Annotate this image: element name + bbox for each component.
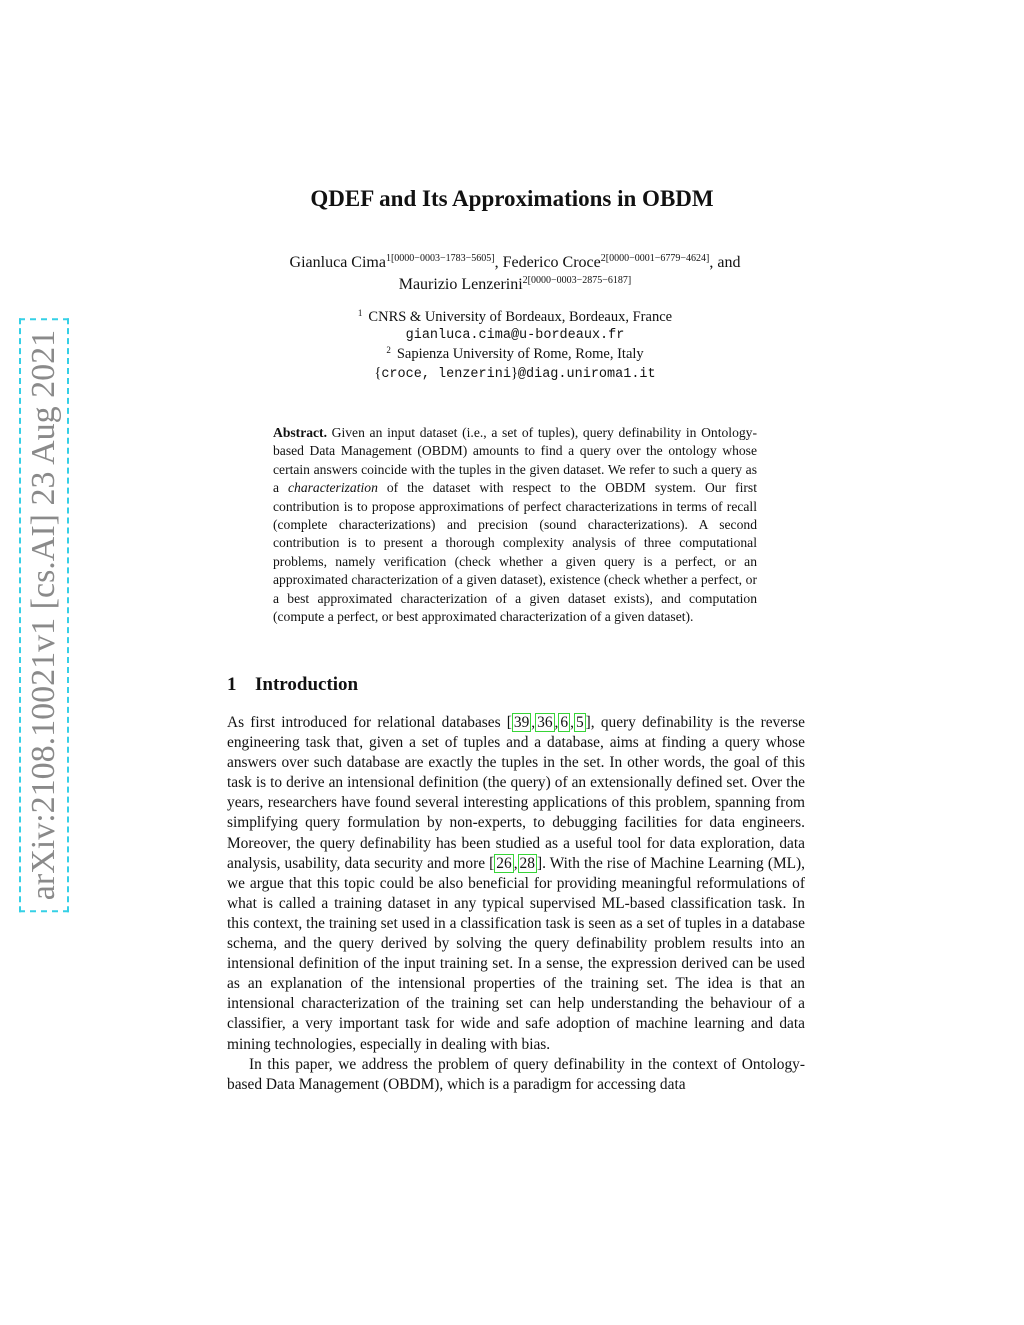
email-domain: @diag.uniroma1.it xyxy=(517,366,656,382)
affiliation-text: CNRS & University of Bordeaux, Bordeaux, France xyxy=(368,309,673,325)
citation-separator: , xyxy=(513,854,518,872)
author-orcid: 2[0000−0003−2875−6187] xyxy=(522,275,632,286)
affiliation-1 xyxy=(220,308,810,327)
body-text xyxy=(227,713,805,1095)
abstract-text: of the dataset with respect to the OBDM system. Our first contribution is to propose approximations of perfect characterizations in terms of recall (complete characterizations) and precision (sound characterizations). A second contribution is to present a thorough complexity analysis of three computational problems, namely verification (check whether a given query is a perfect, or an approximated characterization of a given dataset), existence (check whether a perfect, or a best approximated characterization of a given dataset exists), and computation (compute a perfect, or best approximated characterization of a given dataset). xyxy=(273,480,757,625)
author-list xyxy=(220,252,810,296)
citation-link[interactable]: 6 xyxy=(560,714,569,731)
section-number: 1 xyxy=(227,674,237,695)
email-usernames: croce, lenzerini xyxy=(381,366,511,382)
paragraph-text: As first introduced for relational databases [ xyxy=(227,714,512,731)
author-separator: , and xyxy=(709,254,741,271)
section-heading xyxy=(227,674,358,696)
paragraph-2: In this paper, we address the problem of query definability in the context of Ontology-based Data Management (OBDM), which is a paradigm for accessing data xyxy=(227,1055,805,1093)
author-orcid: 2[0000−0001−6779−4624] xyxy=(600,253,710,264)
section-title: Introduction xyxy=(255,674,359,695)
citation-link[interactable]: 26 xyxy=(496,854,512,872)
citation-link[interactable]: 36 xyxy=(537,714,553,731)
citation-link[interactable]: 39 xyxy=(513,714,530,731)
citation-link[interactable]: 28 xyxy=(519,854,535,872)
citation-separator: , xyxy=(570,714,574,731)
author-separator: , xyxy=(494,254,503,271)
arxiv-side-stamp xyxy=(20,320,68,910)
author-name: Federico Croce xyxy=(502,254,601,271)
brace-open: { xyxy=(374,364,382,381)
abstract-text: Given an input dataset (i.e., a set of tuples), query definability in Ontology-based Data Management (OBDM) amounts to find a query over the ontology whose certain answers coincide with the tuples in the given dataset. We refer to such a query as a xyxy=(273,425,757,496)
affiliations xyxy=(220,308,810,384)
paper-title: QDEF and Its Approximations in OBDM xyxy=(310,186,714,211)
author-orcid: 1[0000−0003−1783−5605] xyxy=(385,253,495,264)
author-name: Gianluca Cima xyxy=(289,254,386,271)
paragraph-text: ]. With the rise of Machine Learning (ML), we argue that this topic could be also beneficial for providing meaningful reformulations of what is called a training dataset in any typical supervised ML-based classification task. In this context, the training set used in a classification task is seen as a set of tuples in a database schema, and the query derived by solving the query definability problem results into an intensional definition of the input training set. In a sense, the expression derived can be used as an explanation of the intensional properties of the training set. The idea is that an intensional characterization of the training set can help understanding the behaviour of a classifier, a very important task for wide and safe adoption of machine learning and data mining technologies, especially in dealing with bias. xyxy=(227,854,805,1053)
arxiv-identifier: arXiv:2108.10021v1 [cs.AI] 23 Aug 2021 xyxy=(19,318,69,912)
affiliation-text: Sapienza University of Rome, Rome, Italy xyxy=(396,346,644,362)
author-name: Maurizio Lenzerini xyxy=(398,276,523,293)
brace-close: } xyxy=(510,364,518,381)
paragraph-1 xyxy=(227,713,805,1055)
abstract xyxy=(273,424,757,626)
affiliation-marker: 1 xyxy=(357,308,363,318)
affiliation-marker: 2 xyxy=(386,345,391,355)
abstract-label: Abstract. xyxy=(273,425,327,440)
citation-link[interactable]: 5 xyxy=(575,714,584,731)
email-1: gianluca.cima@u-bordeaux.fr xyxy=(405,327,625,343)
abstract-emphasis: characterization xyxy=(288,480,378,496)
email-2 xyxy=(220,364,810,385)
citation-separator: , xyxy=(554,714,559,731)
citation-separator: , xyxy=(531,714,536,731)
affiliation-2 xyxy=(220,345,810,364)
paragraph-text: ], query definability is the reverse engineering task that, given a set of tuples and a database, aims at finding a query whose answers over such database are exactly the tuples in the set. In other words, the goal of this task is to derive an intensional definition (the query) of an extensionally defined set. Over the years, researchers have found several interesting applications of this problem, spanning from simplifying query formulation by non-experts, to debugging facilities for data engineers. Moreover, the query definability has been studied as a useful tool for data exploration, data analysis, usability, data security and more [ xyxy=(227,714,805,872)
